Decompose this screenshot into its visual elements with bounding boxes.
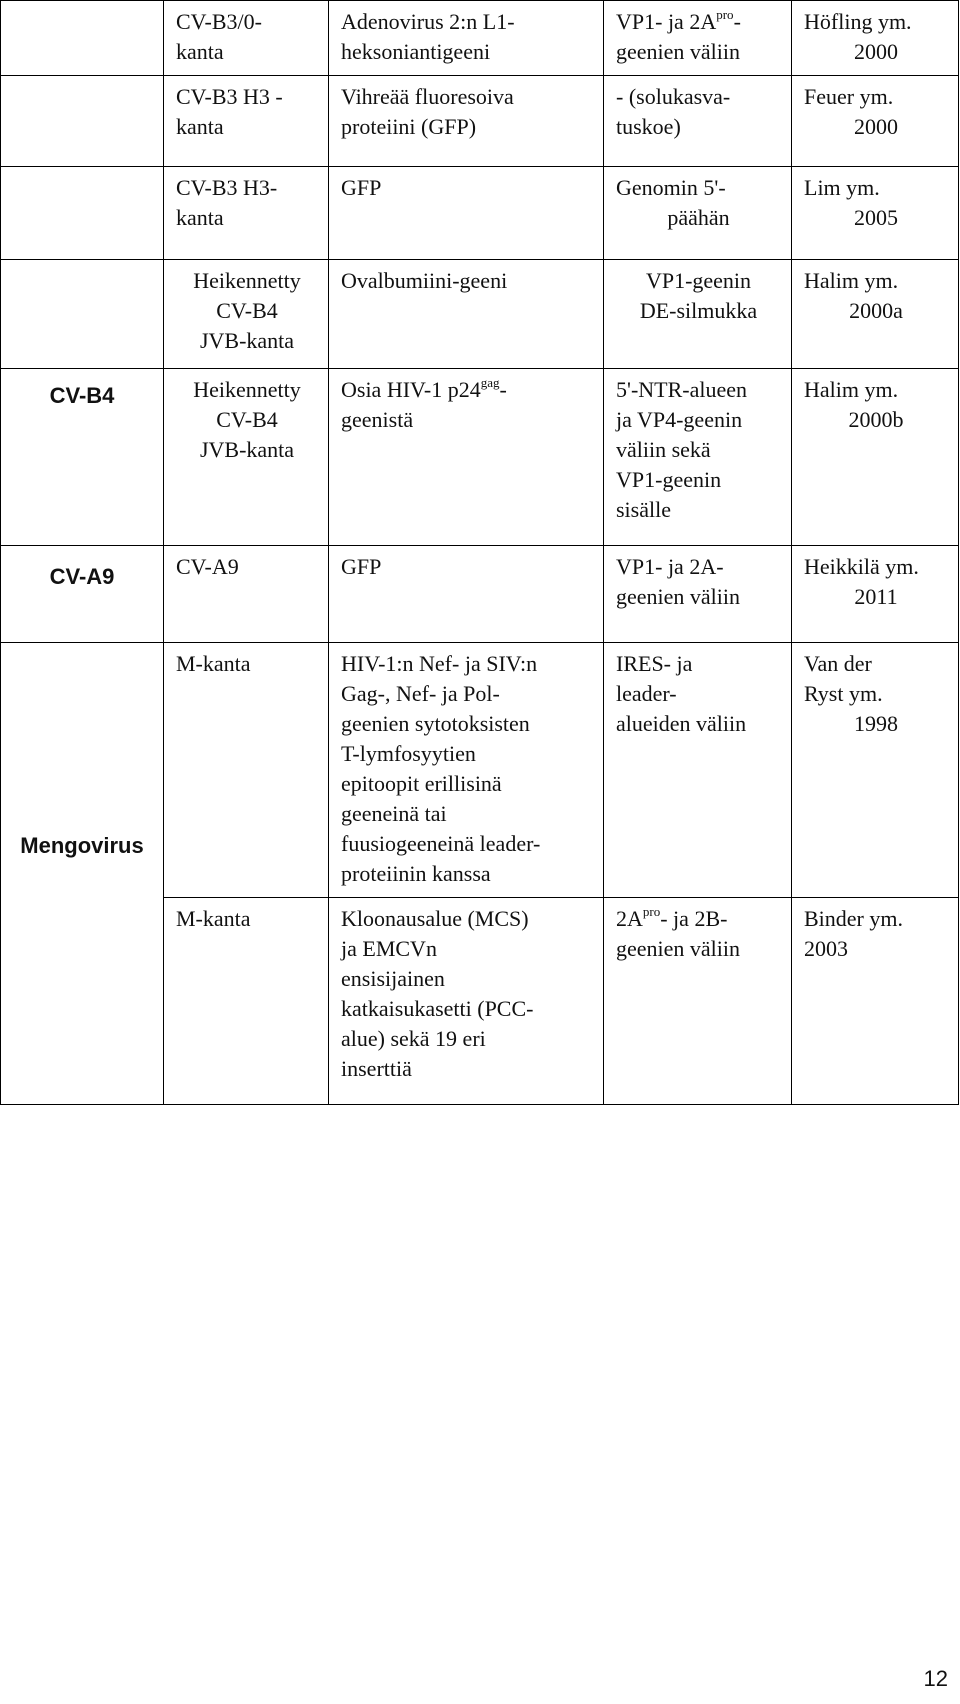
- strain-line: CV-B3 H3 -: [176, 84, 283, 109]
- table-row: [1, 1, 959, 76]
- insert-line: T-lymfosyytien: [341, 741, 476, 766]
- table-row: [1, 167, 959, 260]
- strain-line: Heikennetty: [193, 268, 301, 293]
- insert-line: ja EMCVn: [341, 936, 437, 961]
- site-line: [616, 904, 781, 934]
- site-line: geenien väliin: [616, 936, 741, 961]
- site-line: alueiden väliin: [616, 711, 747, 736]
- site-line: VP1-geenin: [645, 268, 752, 293]
- strain-line: JVB-kanta: [199, 328, 295, 353]
- insert-line: HIV-1:n Nef- ja SIV:n: [341, 651, 538, 676]
- insert-cell: [329, 546, 604, 643]
- site-cell: [604, 1, 792, 76]
- insert-line: inserttiä: [341, 1056, 412, 1081]
- insert-line: heksoniantigeeni: [341, 39, 491, 64]
- strain-cell: [164, 260, 329, 369]
- insert-line: GFP: [341, 554, 382, 579]
- reference-cell: [792, 167, 959, 260]
- reference-author: Halim ym.: [804, 268, 899, 293]
- insert-line: katkaisukasetti (PCC-: [341, 996, 534, 1021]
- table-row: [1, 76, 959, 167]
- site-line: väliin sekä: [616, 437, 711, 462]
- site-cell: [604, 643, 792, 898]
- site-line: VP1- ja 2A-: [616, 554, 724, 579]
- virus-cell: [1, 167, 164, 260]
- site-text: -: [733, 9, 741, 34]
- insert-line: proteiinin kanssa: [341, 861, 491, 886]
- strain-cell: [164, 369, 329, 546]
- insert-line: GFP: [341, 175, 382, 200]
- strain-cell: [164, 546, 329, 643]
- reference-cell: [792, 643, 959, 898]
- table-row: [1, 369, 959, 546]
- reference-cell: [792, 1, 959, 76]
- reference-author: Heikkilä ym.: [804, 554, 919, 579]
- virus-cell: [1, 76, 164, 167]
- reference-cell: [792, 260, 959, 369]
- reference-year: 2011: [854, 584, 898, 609]
- site-cell: [604, 369, 792, 546]
- site-line: tuskoe): [616, 114, 681, 139]
- insert-line: geeneinä tai: [341, 801, 447, 826]
- reference-author: Höfling ym.: [804, 9, 912, 34]
- insert-line: Adenovirus 2:n L1-: [341, 9, 515, 34]
- site-superscript: pro: [642, 903, 661, 919]
- virus-cell: [1, 260, 164, 369]
- reference-cell: [792, 76, 959, 167]
- strain-line: kanta: [176, 39, 224, 64]
- site-text: - ja 2B-: [660, 906, 728, 931]
- insert-line: proteiini (GFP): [341, 114, 477, 139]
- reference-cell: [792, 898, 959, 1105]
- site-text: 2A: [616, 906, 643, 931]
- reference-author: Binder ym.: [804, 906, 903, 931]
- insert-line: geenien sytotoksisten: [341, 711, 530, 736]
- site-line: - (solukasva-: [616, 84, 731, 109]
- reference-author: Ryst ym.: [804, 681, 883, 706]
- insert-cell: [329, 76, 604, 167]
- strain-cell: [164, 76, 329, 167]
- insert-line: epitoopit erillisinä: [341, 771, 502, 796]
- reference-year: 2003: [804, 936, 848, 961]
- site-cell: [604, 76, 792, 167]
- strain-line: kanta: [176, 205, 224, 230]
- strain-line: CV-B4: [216, 298, 278, 323]
- insert-superscript: gag: [480, 374, 500, 390]
- table-row: [1, 260, 959, 369]
- strain-cell: [164, 1, 329, 76]
- strain-cell: [164, 643, 329, 898]
- insert-text: -: [499, 377, 507, 402]
- page-number: 12: [923, 1666, 948, 1691]
- insert-cell: [329, 898, 604, 1105]
- reference-author: Van der: [804, 651, 872, 676]
- site-line: Genomin 5'-: [616, 175, 726, 200]
- virus-cell: CV-A9: [1, 546, 164, 643]
- insert-line: fuusiogeeneinä leader-: [341, 831, 541, 856]
- site-cell: [604, 546, 792, 643]
- site-line: [616, 7, 781, 37]
- insert-cell: [329, 1, 604, 76]
- insert-line: ensisijainen: [341, 966, 445, 991]
- strain-line: kanta: [176, 114, 224, 139]
- reference-author: Halim ym.: [804, 377, 899, 402]
- insert-line: geenistä: [341, 407, 414, 432]
- strain-line: M-kanta: [176, 906, 251, 931]
- site-line: DE-silmukka: [639, 298, 758, 323]
- reference-year: 2000: [854, 114, 898, 139]
- strain-cell: [164, 898, 329, 1105]
- insert-line: Kloonausalue (MCS): [341, 906, 529, 931]
- virus-cell: CV-B4: [1, 369, 164, 546]
- site-line: 5'-NTR-alueen: [616, 377, 748, 402]
- reference-year: 2000b: [848, 407, 904, 432]
- table-row: [1, 643, 959, 898]
- reference-cell: [792, 369, 959, 546]
- insert-text: Osia HIV-1 p24: [341, 377, 481, 402]
- site-superscript: pro: [716, 6, 734, 22]
- site-line: päähän: [667, 205, 730, 230]
- site-cell: [604, 260, 792, 369]
- table-row: [1, 546, 959, 643]
- strain-line: Heikennetty: [193, 377, 301, 402]
- insert-cell: [329, 167, 604, 260]
- site-line: geenien väliin: [616, 584, 741, 609]
- site-cell: [604, 167, 792, 260]
- site-line: VP1-geenin: [616, 467, 722, 492]
- insert-cell: [329, 369, 604, 546]
- strain-line: JVB-kanta: [199, 437, 295, 462]
- strain-line: CV-B3 H3-: [176, 175, 278, 200]
- strain-line: CV-A9: [176, 554, 239, 579]
- reference-author: Feuer ym.: [804, 84, 894, 109]
- strain-line: CV-B3/0-: [176, 9, 262, 34]
- strain-cell: [164, 167, 329, 260]
- reference-year: 2000a: [849, 298, 903, 323]
- site-line: geenien väliin: [616, 39, 741, 64]
- insert-cell: [329, 260, 604, 369]
- reference-year: 2005: [854, 205, 898, 230]
- site-line: leader-: [616, 681, 677, 706]
- reference-author: Lim ym.: [804, 175, 880, 200]
- site-cell: [604, 898, 792, 1105]
- strain-line: M-kanta: [176, 651, 251, 676]
- site-line: sisälle: [616, 497, 671, 522]
- reference-cell: [792, 546, 959, 643]
- insert-line: Ovalbumiini-geeni: [341, 268, 508, 293]
- site-line: IRES- ja: [616, 651, 693, 676]
- virus-cell: Mengovirus: [1, 643, 164, 1105]
- reference-year: 2000: [854, 39, 898, 64]
- insert-line: alue) sekä 19 eri: [341, 1026, 486, 1051]
- reference-year: 1998: [854, 711, 898, 736]
- insert-line: [341, 375, 593, 405]
- insert-line: Vihreää fluoresoiva: [341, 84, 514, 109]
- insert-line: Gag-, Nef- ja Pol-: [341, 681, 500, 706]
- virus-cell: [1, 1, 164, 76]
- insert-cell: [329, 643, 604, 898]
- strain-line: CV-B4: [216, 407, 278, 432]
- site-line: ja VP4-geenin: [616, 407, 743, 432]
- site-text: VP1- ja 2A: [616, 9, 717, 34]
